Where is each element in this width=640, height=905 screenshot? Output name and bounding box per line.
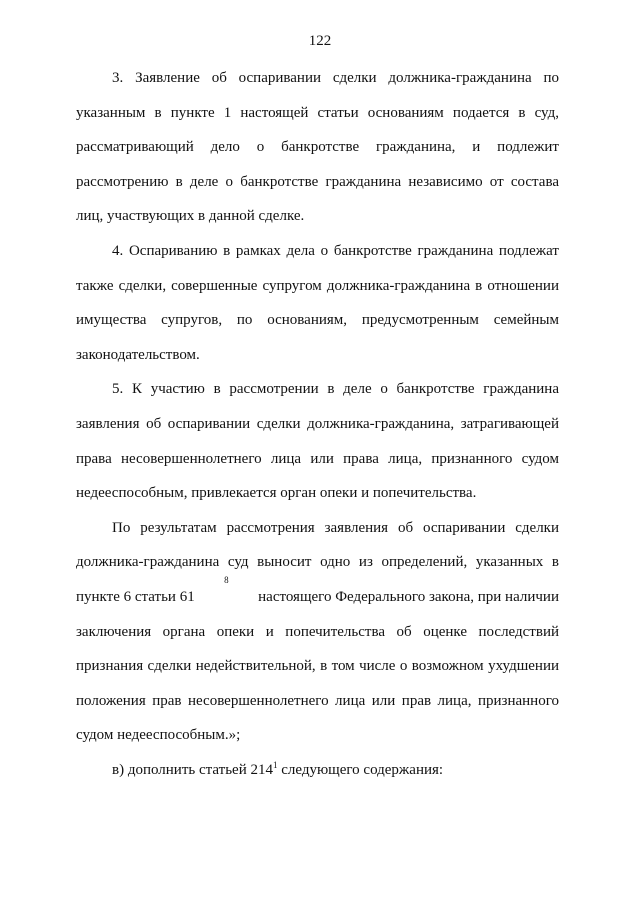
text-line (76, 574, 559, 615)
page-number: 122 (308, 33, 332, 49)
superscript: 8 (224, 574, 229, 585)
paragraph-3 (76, 61, 559, 234)
text-line: указанным в пункте 1 настоящей статьи основаниям подается в суд, (76, 104, 559, 121)
paragraph-4 (76, 234, 559, 372)
text-line: лиц, участвующих в данной сделке. (76, 208, 305, 225)
text-line: заявления об оспаривании сделки должника-гражданина, затрагивающей (76, 415, 559, 432)
text-line: По результатам рассмотрения заявления об оспаривании сделки (112, 519, 559, 536)
text-fragment: настоящего Федерального закона, при наличии (258, 588, 559, 605)
text-line: также сделки, совершенные супругом должника-гражданина в отношении (76, 277, 559, 294)
text-line: законодательством. (76, 346, 200, 363)
text-line: положения прав несовершеннолетнего лица или прав лица, признанного (76, 692, 559, 709)
text-line: заключения органа опеки и попечительства об оценке последствий (76, 623, 559, 640)
text-line (76, 753, 559, 788)
text-line: признания сделки недействительной, в том числе о возможном ухудшении (76, 658, 559, 675)
text-line: 5. К участию в рассмотрении в деле о банкротстве гражданина (112, 381, 559, 398)
paragraph-supplement (76, 753, 559, 788)
text-line: права несовершеннолетнего лица или права лица, признанного судом (76, 450, 559, 467)
text-line: недееспособным, привлекается орган опеки и попечительства. (76, 485, 477, 502)
text-fragment: пункте 6 статьи 61 (76, 588, 195, 605)
document-body (76, 61, 559, 787)
paragraph-5 (76, 372, 559, 510)
text-line: рассматривающий дело о банкротстве гражданина, и подлежит (76, 139, 559, 156)
paragraph-results (76, 511, 559, 753)
text-line: 4. Оспариванию в рамках дела о банкротстве гражданина подлежат (112, 242, 559, 259)
text-line: судом недееспособным.»; (76, 727, 241, 744)
text-line: имущества супругов, по основаниям, предусмотренным семейным (76, 312, 559, 329)
superscript: 1 (272, 759, 278, 770)
text-line: рассмотрению в деле о банкротстве гражданина независимо от состава (76, 173, 559, 190)
text-fragment: следующего содержания: (277, 761, 444, 778)
text-line: должника-гражданина суд выносит одно из определений, указанных в (76, 554, 559, 571)
text-fragment: в) дополнить статьей 214 (112, 761, 273, 778)
text-line: 3. Заявление об оспаривании сделки должника-гражданина по (112, 70, 559, 86)
